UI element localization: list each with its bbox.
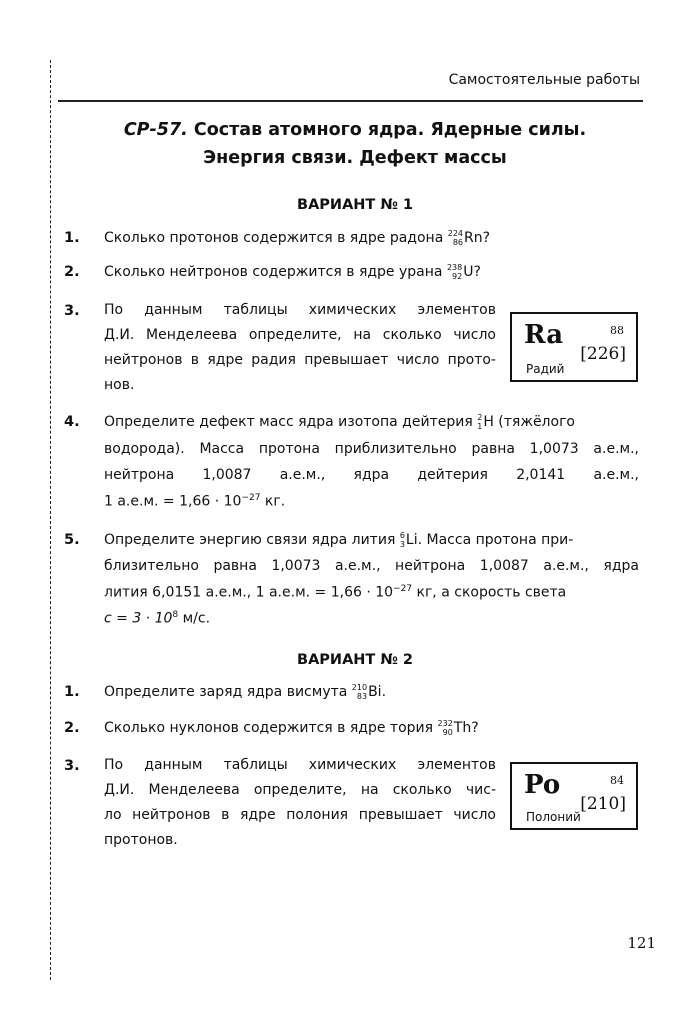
v2-q3-line: протонов. <box>104 832 178 848</box>
nuclide-bi: 210 83 Bi <box>351 683 382 701</box>
atomic-number: 84 <box>610 774 624 787</box>
v2-q3-number: 3. <box>64 758 80 774</box>
v1-q3-line: Д.И. Менделеева определите, на сколько число <box>104 327 496 343</box>
element-card-polonium <box>510 762 638 830</box>
section-code: СР-57. <box>123 120 188 140</box>
running-header: Самостоятельные работы <box>448 72 640 88</box>
atomic-mass: [210] <box>580 794 626 814</box>
v1-q3-number: 3. <box>64 303 80 319</box>
element-name: Полоний <box>526 810 581 824</box>
header-rule <box>58 100 643 102</box>
v1-q5-line4: $c = 3 \cdot 10^8$ м/с. <box>104 610 211 627</box>
v1-q5-line1: Определите энергию связи ядра лития 6 3 Li. Масса протона при- <box>104 531 574 549</box>
atomic-number: 88 <box>610 324 624 337</box>
v1-q3-line: нов. <box>104 377 135 393</box>
variant-1-heading: ВАРИАНТ № 1 <box>297 197 413 213</box>
v1-q4-line1: Определите дефект масс ядра изотопа дейтерия 2 1 H (тяжёлого <box>104 413 575 431</box>
v2-q2-number: 2. <box>64 720 80 736</box>
nuclide-li: 6 3 Li <box>399 531 418 549</box>
v1-q3-line: нейтронов в ядре радия превышает число прото- <box>104 352 496 368</box>
page-number: 121 <box>627 934 656 952</box>
v1-q5-line3: лития 6,0151 а.е.м., 1 а.е.м. = $1,66 \cdot 10^{-27}$ кг, а скорость света <box>104 584 567 601</box>
nuclide-rn: 224 86 Rn <box>447 229 483 247</box>
v2-q3-line: ло нейтронов в ядре полония превышает число <box>104 807 496 823</box>
v2-q1-text: Определите заряд ядра висмута 210 83 Bi. <box>104 683 387 701</box>
v1-q2-text: Сколько нейтронов содержится в ядре урана 238 92 U? <box>104 263 481 281</box>
v2-q3-line: Д.И. Менделеева определите, на сколько чис- <box>104 782 496 798</box>
element-symbol: Ra <box>524 320 564 350</box>
nuclide-th: 232 90 Th <box>437 719 472 737</box>
variant-2-heading: ВАРИАНТ № 2 <box>297 652 413 668</box>
section-title-line1: СР-57. Состав атомного ядра. Ядерные силы. <box>123 120 587 140</box>
element-name: Радий <box>526 362 565 376</box>
v1-q1-text: Сколько протонов содержится в ядре радона 224 86 Rn? <box>104 229 491 247</box>
v1-q4-line2: водорода). Масса протона приблизительно равна 1,0073 а.е.м., <box>104 441 639 457</box>
v1-q5-number: 5. <box>64 532 80 548</box>
element-symbol: Po <box>524 770 561 800</box>
atomic-mass: [226] <box>580 344 626 364</box>
v2-q2-text: Сколько нуклонов содержится в ядре тория 232 90 Th? <box>104 719 479 737</box>
v1-q4-line3: нейтрона 1,0087 а.е.м., ядра дейтерия 2,0141 а.е.м., <box>104 467 639 483</box>
v2-q3-line: По данным таблицы химических элементов <box>104 757 496 773</box>
v1-q1-number: 1. <box>64 230 80 246</box>
v1-q2-number: 2. <box>64 264 80 280</box>
section-title-line2: Энергия связи. Дефект массы <box>203 148 507 168</box>
v1-q4-number: 4. <box>64 414 80 430</box>
v1-q4-line4: 1 а.е.м. = $1,66 \cdot 10^{-27}$ кг. <box>104 493 286 510</box>
nuclide-h: 2 1 H <box>477 413 494 431</box>
nuclide-u: 238 92 U <box>446 263 474 281</box>
binding-margin <box>50 60 51 980</box>
v1-q3-line: По данным таблицы химических элементов <box>104 302 496 318</box>
v2-q1-number: 1. <box>64 684 80 700</box>
v1-q5-line2: близительно равна 1,0073 а.е.м., нейтрона 1,0087 а.е.м., ядра <box>104 558 639 574</box>
element-card-radium <box>510 312 638 382</box>
